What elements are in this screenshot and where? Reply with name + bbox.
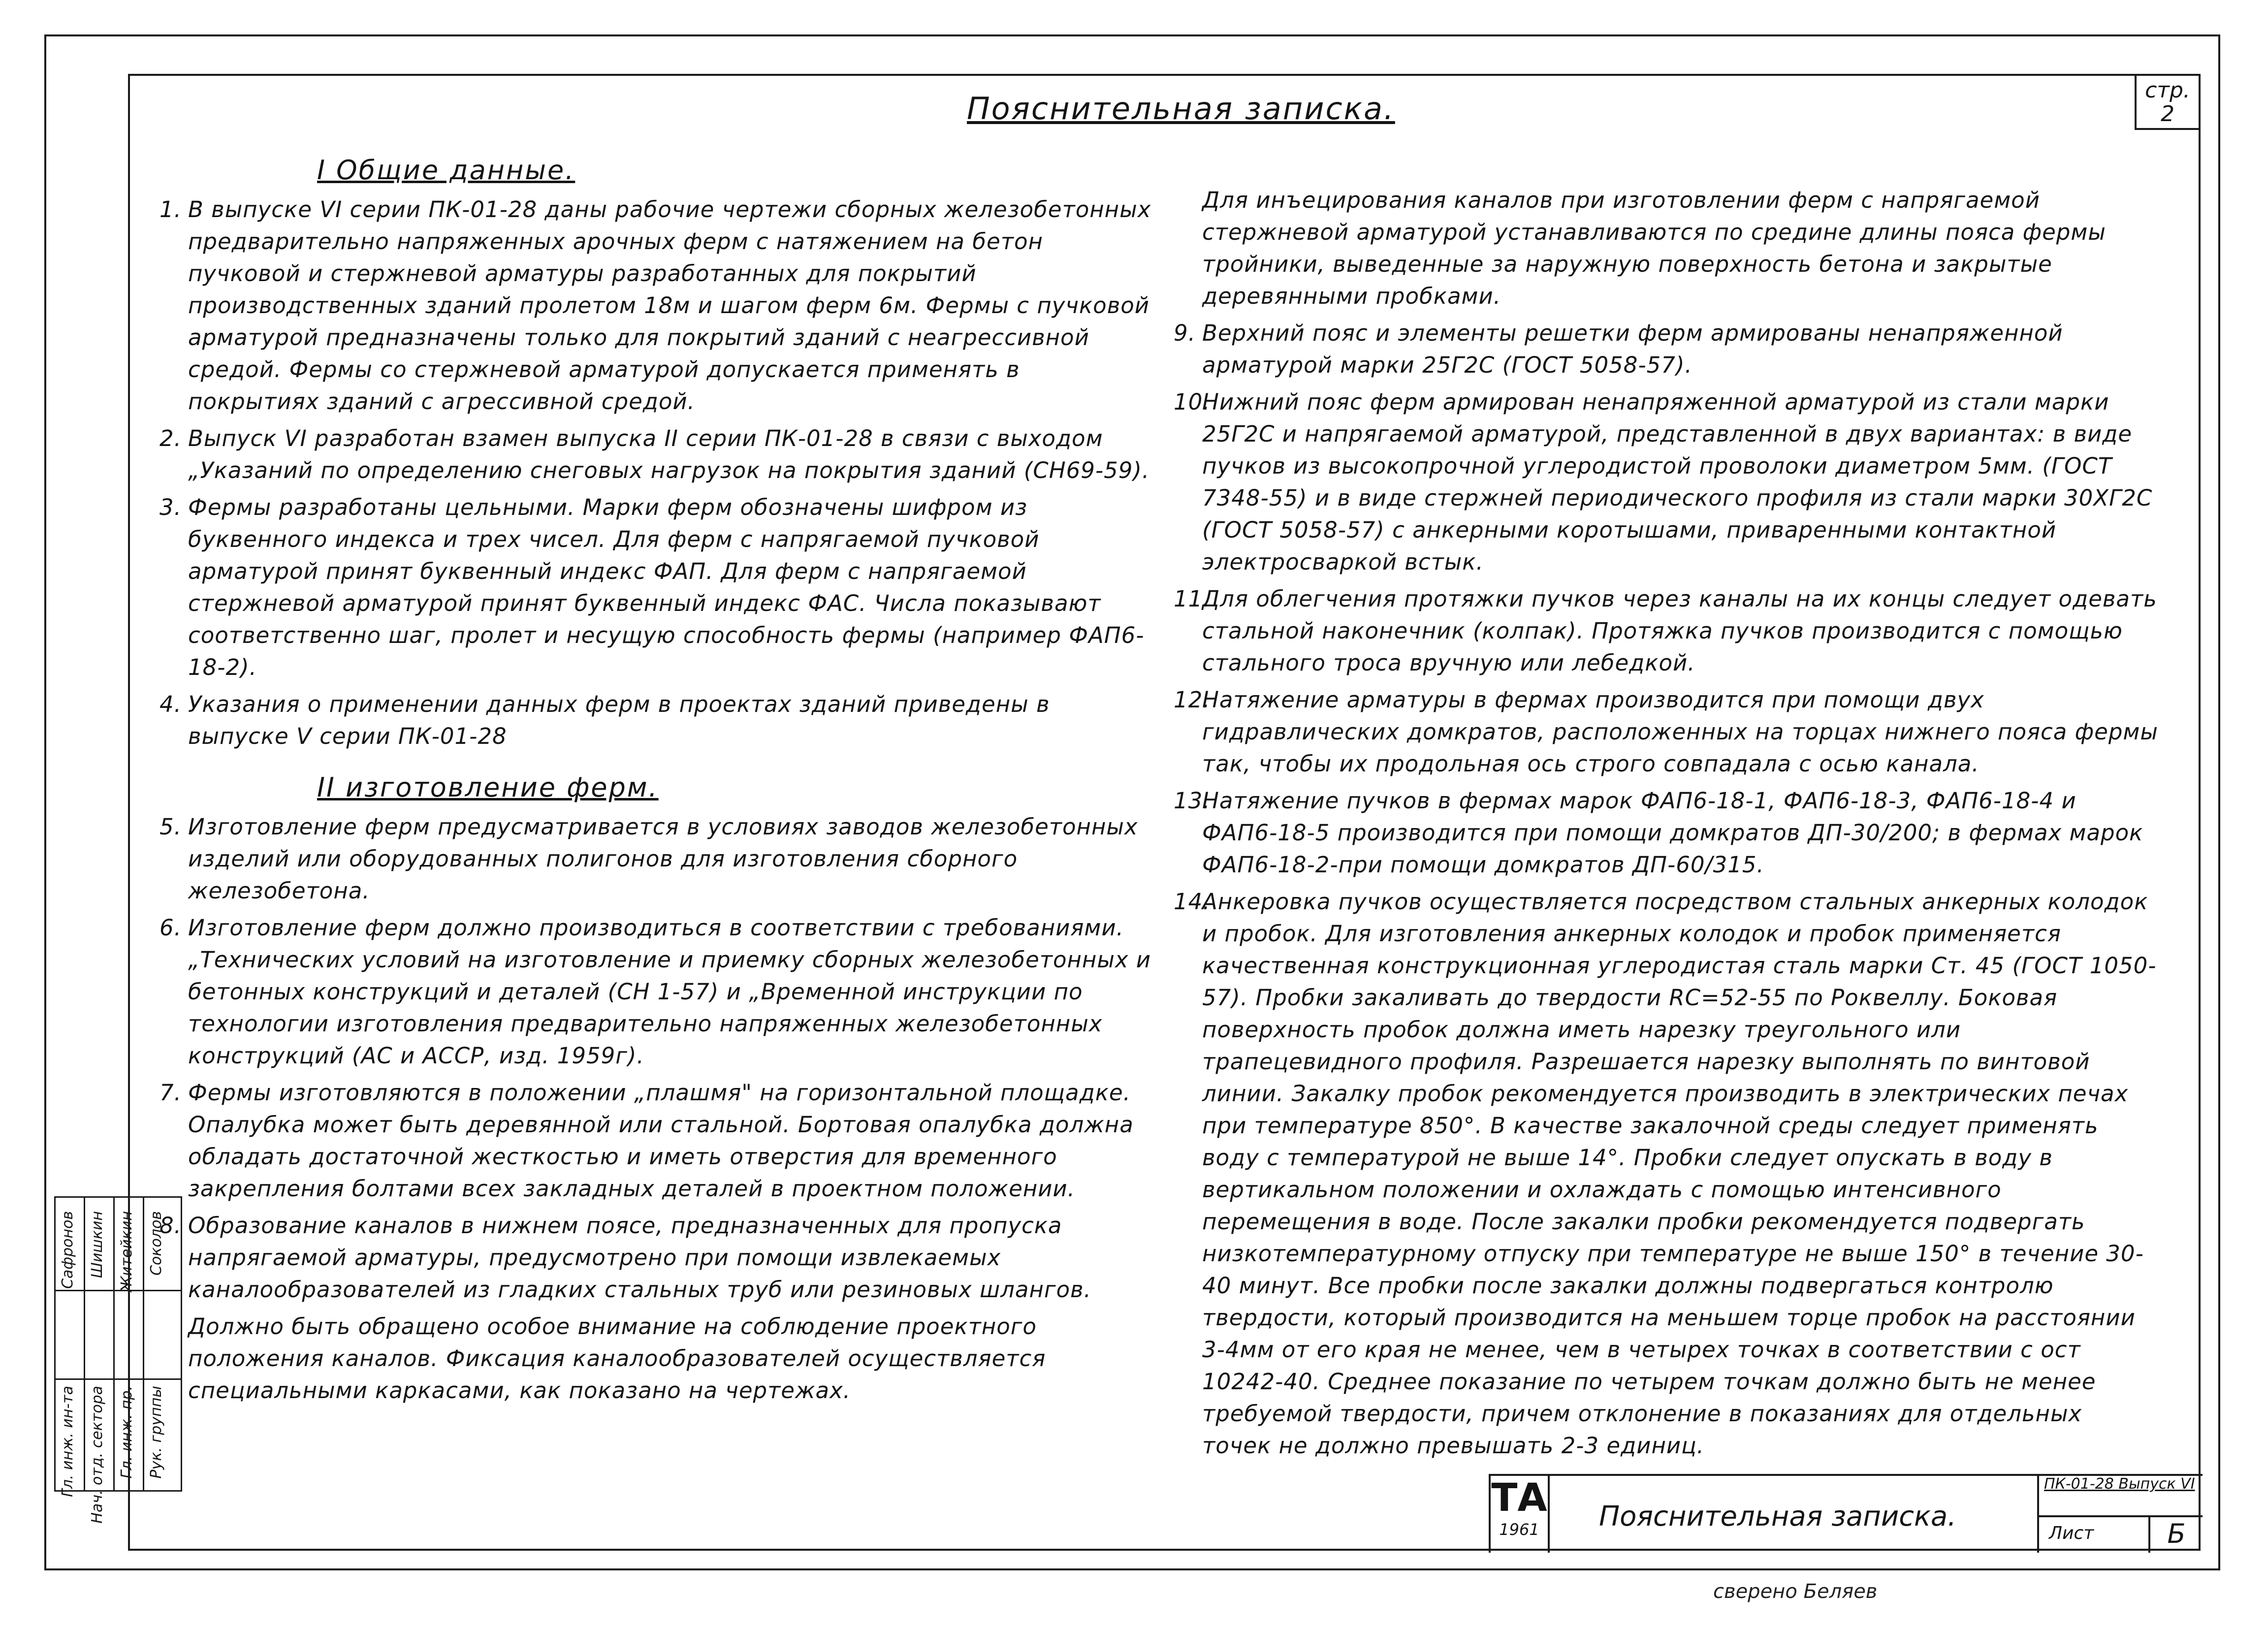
note-item xyxy=(1174,583,2158,679)
page-number: 2 xyxy=(2161,101,2174,127)
signature-name-3: Житейкин xyxy=(118,1211,135,1292)
note-item xyxy=(160,688,1154,752)
note-item xyxy=(160,912,1154,1072)
signature-grid-col xyxy=(113,1196,115,1492)
logo-letters: ТА xyxy=(1491,1476,1547,1520)
note-text: Натяжение арматуры в фермах производится при помощи двух гидравлических домкратов, расположенных на торцах нижнего пояса фермы так, чтобы их продольная ось строго совпадала с осью канала. xyxy=(1202,687,2158,777)
note-number: 5. xyxy=(160,814,182,840)
note-number: 13. xyxy=(1174,788,1211,814)
signature-role-3: Гл. инж. пр. xyxy=(118,1386,135,1479)
note-text: Изготовление ферм должно производиться в соответствии с требованиями. „Технических условий на изготовление и приемку сборных железобетонных и бетонных конструкций и деталей (СН 1-57) и „Временной инструкции по технологии изготовления предварительно напряженных железобетонных конструкций (АС и АССР, изд. 1959г). xyxy=(188,915,1151,1069)
note-item xyxy=(160,422,1154,486)
page-number-box xyxy=(2135,76,2199,130)
note-item xyxy=(160,1077,1154,1205)
signature-role-1: Гл. инж. ин-та xyxy=(59,1386,76,1497)
signature-name-4: Соколов xyxy=(148,1211,165,1276)
signature-role-2: Нач. отд. сектора xyxy=(89,1386,106,1524)
note-text: Фермы разработаны цельными. Марки ферм обозначены шифром из буквенного индекса и трех чисел. Для ферм с напрягаемой пучковой арматурой принят буквенный индекс ФАП. Для ферм с напрягаемой стержневой арматурой принят буквенный индекс ФАС. Числа показывают соответственно шаг, пролет и несущую способность фермы (например ФАП6-18-2). xyxy=(188,494,1145,680)
note-number: 10. xyxy=(1174,389,1211,415)
section-heading: I Общие данные. xyxy=(317,155,575,186)
signature-role-4: Рук. группы xyxy=(148,1386,165,1479)
logo-year: 1961 xyxy=(1499,1520,1539,1539)
note-item xyxy=(1174,386,2158,578)
note-number: 6. xyxy=(160,915,182,941)
note-item xyxy=(1174,184,2158,312)
left-column xyxy=(160,155,1154,1411)
note-text: Изготовление ферм предусматривается в условиях заводов железобетонных изделий или оборудованных полигонов для изготовления сборного железобетона. xyxy=(188,814,1138,904)
note-text: Должно быть обращено особое внимание на соблюдение проектного положения каналов. Фиксация каналообразователей осуществляется специальными каркасами, как показано на чертежах. xyxy=(188,1313,1046,1404)
sheet-label: Лист xyxy=(2049,1523,2094,1543)
drawing-sheet-inner-frame xyxy=(128,74,2201,1551)
sheet-cell xyxy=(2039,1515,2203,1553)
note-item xyxy=(160,811,1154,907)
note-item xyxy=(160,1210,1154,1306)
note-number: 1. xyxy=(160,196,182,223)
note-number: 14. xyxy=(1174,889,1211,915)
title-block-title: Пояснительная записка. xyxy=(1599,1500,1956,1532)
note-text: В выпуске VI серии ПК-01-28 даны рабочие чертежи сборных железобетонных предварительно напряженных арочных ферм с натяжением на бетон пучковой и стержневой арматуры разработанных для покрытий производственных зданий пролетом 18м и шагом ферм 6м. Фермы с пучковой арматурой предназначены только для покрытий зданий с неагрессивной средой. Фермы со стержневой арматурой допускается применять в покрытиях зданий с агрессивной средой. xyxy=(188,196,1151,415)
handwritten-signature: сверено Беляев xyxy=(1713,1580,1878,1603)
note-number: 4. xyxy=(160,691,182,717)
note-item xyxy=(1174,684,2158,780)
series-label: ПК-01-28 Выпуск VI xyxy=(2039,1476,2203,1517)
note-text: Выпуск VI разработан взамен выпуска II серии ПК-01-28 в связи с выходом „Указаний по определению снеговых нагрузок на покрытия зданий (СН69-59). xyxy=(188,425,1150,483)
note-number: 2. xyxy=(160,425,182,451)
note-item xyxy=(1174,886,2158,1462)
title-block-right xyxy=(2037,1476,2203,1553)
note-item xyxy=(1174,785,2158,881)
note-text: Нижний пояс ферм армирован ненапряженной арматурой из стали марки 25Г2С и напрягаемой арматурой, представленной в двух вариантах: в виде пучков из высокопрочной углеродистой проволоки диаметром 5мм. (ГОСТ 7348-55) и в виде стержней периодического профиля из стали марки 30ХГ2С (ГОСТ 5058-57) с анкерными коротышами, приваренными контактной электросваркой встык. xyxy=(1202,389,2153,575)
right-column xyxy=(1174,184,2158,1467)
page-title: Пояснительная записка. xyxy=(967,91,1395,127)
note-number: 8. xyxy=(160,1213,182,1239)
title-block xyxy=(1489,1474,2203,1553)
note-item xyxy=(1174,317,2158,381)
note-item xyxy=(160,491,1154,683)
page-label: стр. xyxy=(2145,78,2190,103)
note-text: Натяжение пучков в фермах марок ФАП6-18-1, ФАП6-18-3, ФАП6-18-4 и ФАП6-18-5 производится при помощи домкратов ДП-30/200; в фермах марок ФАП6-18-2-при помощи домкратов ДП-60/315. xyxy=(1202,788,2143,878)
signature-grid-col xyxy=(84,1196,85,1492)
note-text: Указания о применении данных ферм в проектах зданий приведены в выпуске V серии ПК-01-28 xyxy=(188,691,1050,749)
signature-name-1: Сафронов xyxy=(59,1211,76,1289)
section-heading: II изготовление ферм. xyxy=(317,772,659,803)
note-item xyxy=(160,1310,1154,1406)
organization-logo xyxy=(1491,1476,1550,1553)
note-item xyxy=(160,193,1154,417)
sheet-value: Б xyxy=(2148,1515,2203,1553)
note-number: 3. xyxy=(160,494,182,520)
note-number: 12. xyxy=(1174,687,1211,713)
note-number: 11. xyxy=(1174,586,1211,612)
signature-name-2: Шишкин xyxy=(89,1211,106,1278)
note-text: Фермы изготовляются в положении „плашмя" на горизонтальной площадке. Опалубка может быть деревянной или стальной. Бортовая опалубка должна обладать достаточной жесткостью и иметь отверстия для временного закрепления болтами всех закладных деталей в проектном положении. xyxy=(188,1080,1134,1202)
note-number: 9. xyxy=(1174,320,1196,346)
note-text: Для облегчения протяжки пучков через каналы на их концы следует одевать стальной наконечник (колпак). Протяжка пучков производится с помощью стального троса вручную или лебедкой. xyxy=(1202,586,2157,676)
note-text: Анкеровка пучков осуществляется посредством стальных анкерных колодок и пробок. Для изготовления анкерных колодок и пробок применяется качественная конструкционная углеродистая сталь марки Ст. 45 (ГОСТ 1050-57). Пробки закаливать до твердости RC=52-55 по Роквеллу. Боковая поверхность пробок должна иметь нарезку треугольного или трапецевидного профиля. Разрешается нарезку выполнять по винтовой линии. Закалку пробок рекомендуется производить в электрических печах при температуре 850°. В качестве закалочной среды следует применять воду с температурой не выше 14°. Пробки следует опускать в воду в вертикальном положении и охлаждать с помощью интенсивного перемещения в воде. После закалки пробки рекомендуется подвергать низкотемпературному отпуску при температуре не выше 150° в течение 30-40 минут. Все пробки после закалки должны подвергаться контролю твердости, который производится на меньшем торце пробок на расстоянии 3-4мм от его края не менее, чем в четырех точках в соответствии с ост 10242-40. Среднее показание по четырем точкам должно быть не менее требуемой твердости, причем отклонение в показаниях для отдельных точек не должно превышать 2-3 единиц. xyxy=(1202,889,2157,1459)
note-text: Для инъецирования каналов при изготовлении ферм с напрягаемой стержневой арматурой устанавливаются по средине длины пояса фермы тройники, выведенные за наружную поверхность бетона и закрытые деревянными пробками. xyxy=(1202,187,2106,309)
note-text: Образование каналов в нижнем поясе, предназначенных для пропуска напрягаемой арматуры, предусмотрено при помощи извлекаемых каналообразователей из гладких стальных труб или резиновых шлангов. xyxy=(188,1213,1091,1303)
note-text: Верхний пояс и элементы решетки ферм армированы ненапряженной арматурой марки 25Г2С (ГОСТ 5058-57). xyxy=(1202,320,2063,378)
note-number: 7. xyxy=(160,1080,182,1106)
